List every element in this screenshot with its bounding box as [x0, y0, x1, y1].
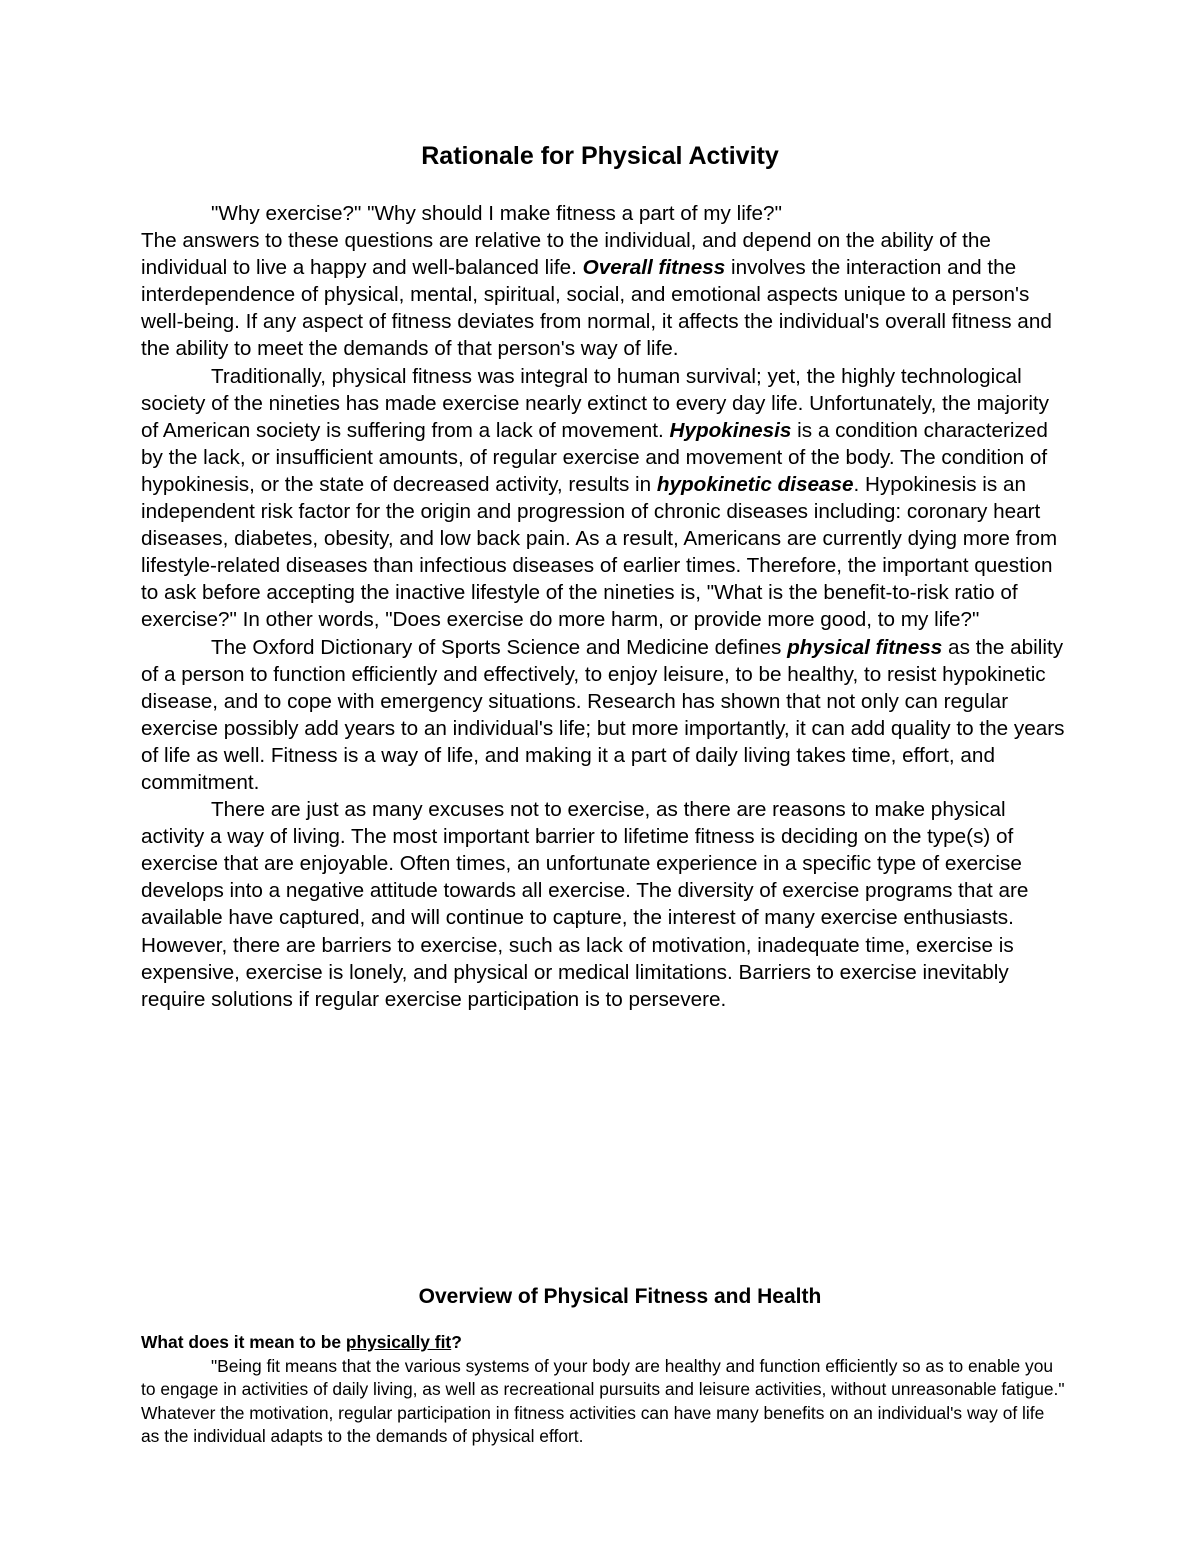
document-title: Rationale for Physical Activity	[421, 142, 779, 170]
paragraph-3-text-b: as the ability of a person to function efficiently and effectively, to enjoy leisure, to be healthy, to resist hypokinetic disease, and to cope with emergency situations. Research has shown that not only can regular exercise possibly add years to an individual's life; but more importantly, it can add quality to the years of life as well. Fitness is a way of life, and making it a part of daily living takes time, effort, and commitment.	[141, 635, 1065, 794]
paragraph-1-text-a: The answers to these questions are relative to the individual, and depend on the ability of the individual to live a happy and well-balanced life.	[141, 229, 991, 280]
paragraph-4: There are just as many excuses not to exercise, as there are reasons to make physical activity a way of living. The most important barrier to lifetime fitness is deciding on the type(s) of exercise that are enjoyable. Often times, an unfortunate experience in a specific type of exercise develops into a negative attitude towards all exercise. The diversity of exercise programs that are available have captured, and will continue to capture, the interest of many exercise enthusiasts. However, there are barriers to exercise, such as lack of motivation, inadequate time, exercise is expensive, exercise is lonely, and physical or medical limitations. Barriers to exercise inevitably require solutions if regular exercise participation is to persevere.	[141, 798, 1029, 1011]
paragraph-3	[141, 634, 1066, 797]
question-text-post: ?	[451, 1332, 462, 1352]
paragraph-2	[141, 363, 1066, 634]
paragraph-1	[141, 227, 1066, 362]
question-term-physically-fit: physically fit	[345, 1332, 452, 1352]
term-hypokinetic-disease: hypokinetic disease	[656, 472, 854, 496]
question-text-pre: What does it mean to be	[141, 1332, 346, 1352]
paragraph-2-text-c: . Hypokinesis is an independent risk factor for the origin and progression of chronic diseases including: coronary heart diseases, diabetes, obesity, and low back pain. As a result, Americans are currently dying more from lifestyle-related diseases than infectious diseases of earlier times. Therefore, the important question to ask before accepting the inactive lifestyle of the nineties is, "What is the benefit-to-risk ratio of exercise?" In other words, "Does exercise do more harm, or provide more good, to my life?"	[141, 472, 1058, 632]
paragraph-1-text-b: involves the interaction and the interdependence of physical, mental, spiritual, social, and emotional aspects unique to a person's well-being. If any aspect of fitness deviates from normal, it affects the individual's overall fitness and the ability to meet the demands of that person's way of life.	[141, 256, 1052, 361]
rationale-body	[141, 200, 1066, 1013]
answer-paragraph: "Being fit means that the various systems of your body are healthy and function efficiently so as to enable you to engage in activities of daily living, as well as recreational pursuits and leisure activities, without unreasonable fatigue." Whatever the motivation, regular participation in fitness activities can have many benefits on an individual's way of life as the individual adapts to the demands of physical effort.	[141, 1355, 1065, 1446]
overview-body	[141, 1331, 1066, 1449]
term-hypokinesis: Hypokinesis	[669, 418, 792, 442]
paragraph-2-text-a: Traditionally, physical fitness was integral to human survival; yet, the highly technological society of the nineties has made exercise nearly extinct to every day life. Unfortunately, the majority of American society is suffering from a lack of movement.	[141, 364, 1050, 442]
question-physically-fit	[141, 1331, 1066, 1355]
term-overall-fitness: Overall fitness	[582, 256, 726, 280]
section-heading-overview: Overview of Physical Fitness and Health	[418, 1285, 822, 1308]
opening-questions: "Why exercise?" "Why should I make fitness a part of my life?"	[211, 202, 782, 225]
paragraph-2-text-b: is a condition characterized by the lack, or insufficient amounts, of regular exercise and movement of the body. The condition of hypokinesis, or the state of decreased activity, results in	[141, 418, 1048, 496]
paragraph-3-text-a: The Oxford Dictionary of Sports Science and Medicine defines	[211, 635, 788, 659]
term-physical-fitness: physical fitness	[787, 635, 943, 659]
